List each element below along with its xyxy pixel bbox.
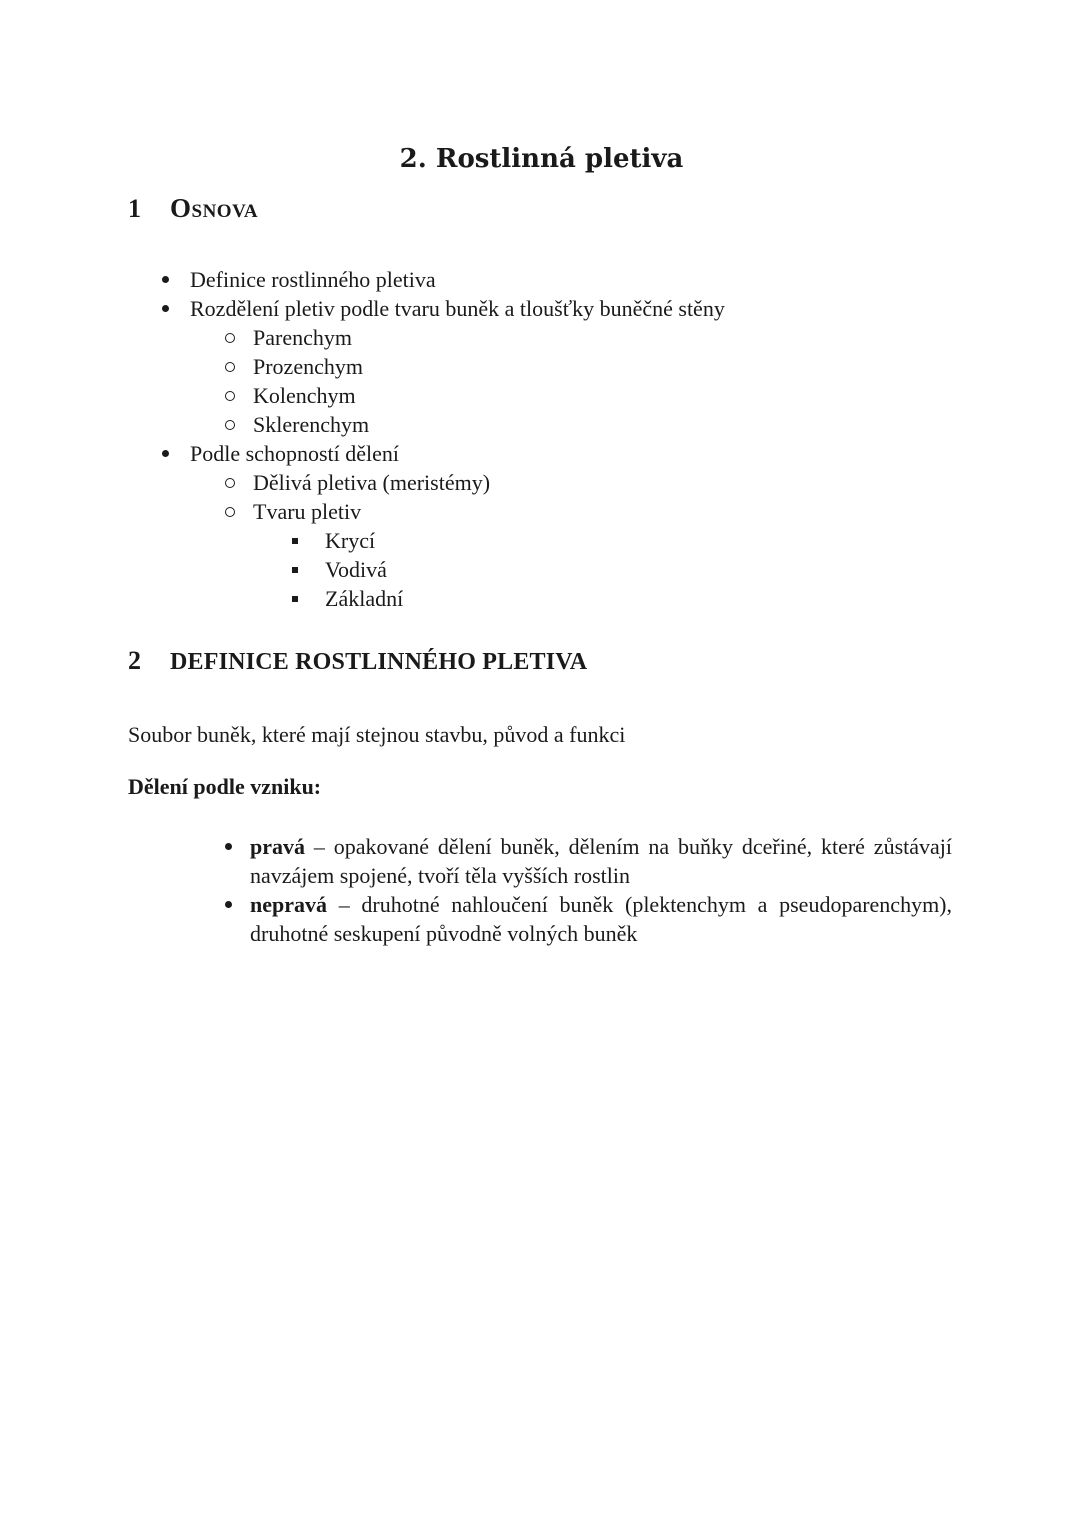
bullet-circle-icon bbox=[225, 381, 253, 410]
outline-item-label: Dělivá pletiva (meristémy) bbox=[253, 470, 491, 495]
outline-item-label: Rozdělení pletiv podle tvaru buněk a tloušťky buněčné stěny bbox=[190, 296, 725, 321]
term-description: – druhotné nahloučení buněk (plektenchym a pseudoparenchym), druhotné seskupení původně volných buněk bbox=[250, 892, 953, 946]
outline-item bbox=[128, 439, 955, 468]
term-label: nepravá bbox=[250, 892, 327, 917]
term-label: pravá bbox=[250, 834, 305, 859]
outline-item bbox=[128, 265, 955, 294]
outline-item-label: Kolenchym bbox=[253, 383, 356, 408]
outline-item bbox=[128, 410, 955, 439]
bullet-disc-icon bbox=[162, 439, 190, 468]
bullet-disc-icon bbox=[162, 294, 190, 323]
section-1-number: 1 bbox=[128, 194, 141, 223]
section-2-number: 2 bbox=[128, 646, 141, 675]
bullet-circle-icon bbox=[225, 410, 253, 439]
bullet-disc-icon bbox=[225, 832, 250, 890]
outline-list bbox=[128, 265, 955, 613]
outline-item bbox=[128, 352, 955, 381]
outline-item-label: Podle schopností dělení bbox=[190, 441, 399, 466]
bullet-square-icon bbox=[292, 584, 325, 613]
bullet-circle-icon bbox=[225, 323, 253, 352]
outline-item-label: Sklerenchym bbox=[253, 412, 370, 437]
origin-item-text bbox=[250, 890, 952, 948]
bullet-circle-icon bbox=[225, 468, 253, 497]
origin-item-text bbox=[250, 832, 952, 890]
outline-item-label: Základní bbox=[325, 586, 404, 611]
outline-item-label: Definice rostlinného pletiva bbox=[190, 267, 436, 292]
bullet-disc-icon bbox=[162, 265, 190, 294]
origin-item bbox=[128, 890, 955, 948]
outline-item bbox=[128, 497, 955, 526]
term-description: – opakované dělení buněk, dělením na buňky dceřiné, které zůstávají navzájem spojené, tvoří těla vyšších rostlin bbox=[250, 834, 953, 888]
outline-item bbox=[128, 294, 955, 323]
section-2-heading bbox=[128, 645, 955, 678]
section-1-title: Osnova bbox=[170, 193, 259, 223]
outline-item bbox=[128, 555, 955, 584]
definition-paragraph: Soubor buněk, které mají stejnou stavbu, původ a funkci bbox=[128, 722, 626, 747]
outline-item-label: Parenchym bbox=[253, 325, 352, 350]
outline-item bbox=[128, 468, 955, 497]
outline-item bbox=[128, 381, 955, 410]
outline-item-label: Tvaru pletiv bbox=[253, 499, 362, 524]
bullet-disc-icon bbox=[225, 890, 250, 948]
section-1-heading bbox=[128, 189, 955, 228]
outline-item-label: Prozenchym bbox=[253, 354, 363, 379]
outline-item bbox=[128, 526, 955, 555]
origin-list bbox=[128, 832, 955, 948]
bullet-square-icon bbox=[292, 555, 325, 584]
outline-item bbox=[128, 323, 955, 352]
bullet-circle-icon bbox=[225, 352, 253, 381]
document-title: 2. Rostlinná pletiva bbox=[399, 144, 684, 174]
section-2-title: DEFINICE ROSTLINNÉHO PLETIVA bbox=[170, 649, 588, 675]
outline-item-label: Vodivá bbox=[325, 557, 387, 582]
origin-item bbox=[128, 832, 955, 890]
outline-item bbox=[128, 584, 955, 613]
division-subheading: Dělení podle vzniku: bbox=[128, 774, 322, 799]
bullet-square-icon bbox=[292, 526, 325, 555]
bullet-circle-icon bbox=[225, 497, 253, 526]
outline-item-label: Krycí bbox=[325, 528, 376, 553]
